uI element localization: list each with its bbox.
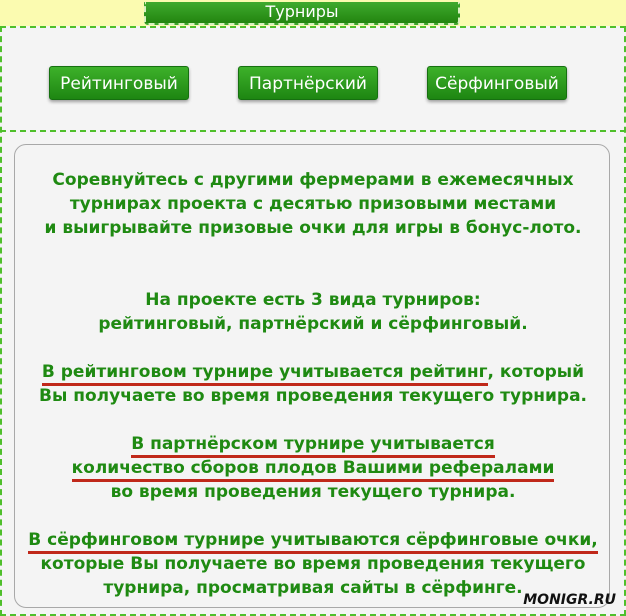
types-line: рейтинговый, партнёрский и сёрфинговый. <box>98 314 528 334</box>
surfing-text <box>0 528 626 600</box>
rating-highlight: В рейтинговом турнире учитывается рейтинг <box>42 362 488 386</box>
watermark: MONIGR.RU <box>523 592 616 608</box>
rating-line2: Вы получаете во время проведения текущего турнира. <box>38 386 588 406</box>
types-text <box>0 288 626 336</box>
intro-line: Соревнуйтесь с другими фермерами в ежемесячных <box>52 170 574 190</box>
tab-surfing[interactable]: Сёрфинговый <box>427 66 567 100</box>
page-title: Турниры <box>144 2 460 25</box>
partner-line3: во время проведения текущего турнира. <box>110 482 516 502</box>
tabs-divider <box>0 130 626 132</box>
rating-line1-rest: , который <box>487 362 585 382</box>
intro-text <box>0 168 626 240</box>
tab-rating[interactable]: Рейтинговый <box>49 66 189 100</box>
tab-partner[interactable]: Партнёрский <box>238 66 378 100</box>
rating-text <box>0 360 626 408</box>
surfing-line3: турнира, просматривая сайты в сёрфинге. <box>103 578 523 598</box>
intro-line: и выигрывайте призовые очки для игры в бонус-лото. <box>44 218 582 238</box>
partner-highlight-1: В партнёрском турнире учитывается <box>131 434 495 458</box>
surfing-line2: которые Вы получаете во время проведения текущего <box>40 554 586 574</box>
partner-highlight-2: количество сборов плодов Вашими рефералами <box>72 458 555 482</box>
partner-text <box>0 432 626 504</box>
types-line: На проекте есть 3 вида турниров: <box>145 290 481 310</box>
intro-line: турнирах проекта с десятью призовыми местами <box>69 194 557 214</box>
surfing-highlight: В сёрфинговом турнире учитываются сёрфинговые очки, <box>28 530 597 554</box>
